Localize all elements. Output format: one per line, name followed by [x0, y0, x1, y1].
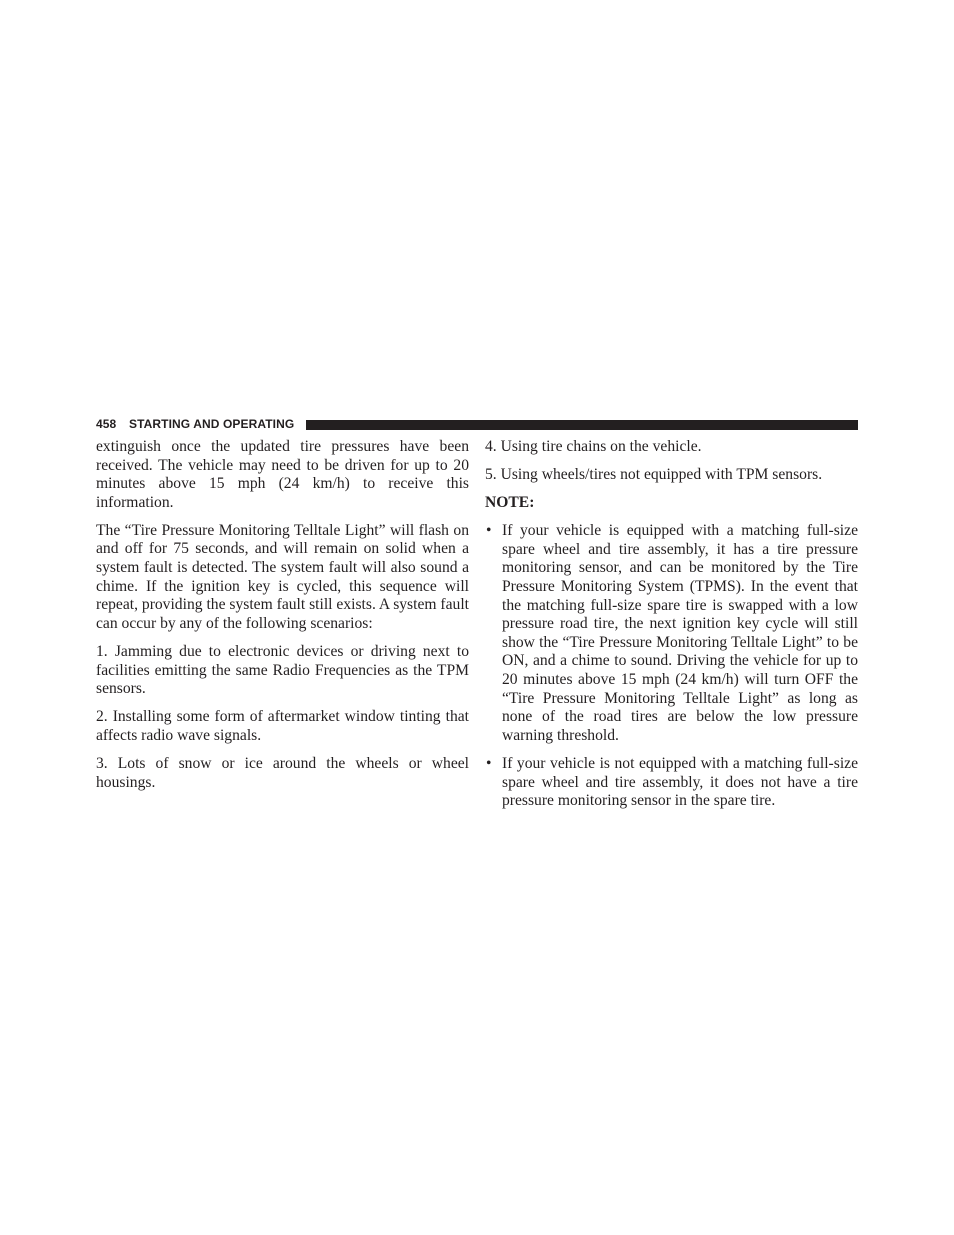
- scenario-item-2: 2. Installing some form of aftermarket window tinting that affects radio wave signals.: [96, 708, 469, 744]
- paragraph-telltale-light: The “Tire Pressure Monitoring Telltale Light” will flash on and off for 75 seconds, and will remain on solid when a system fault is detected. The system fault will also sound a chime. If the ignition key is cycled, this sequence will repeat, providing the system fault still exists. A system fault can occur by any of the following scenarios:: [96, 521, 469, 632]
- note-title: NOTE:: [485, 494, 535, 512]
- note-bullet-text: If your vehicle is not equipped with a matching full-size spare wheel and tire assembly, it does not have a tire pressure monitoring sensor in the spare tire.: [502, 754, 858, 810]
- paragraph-continuation: extinguish once the updated tire pressures have been received. The vehicle may need to be driven for up to 20 minutes above 15 mph (24 km/h) to receive this information.: [96, 438, 469, 511]
- note-bullet-list: [485, 522, 858, 810]
- section-title: STARTING AND OPERATING: [129, 417, 295, 431]
- right-column: [485, 438, 858, 820]
- bullet-icon: •: [486, 522, 492, 540]
- left-column: [96, 438, 469, 802]
- note-bullet-item: [485, 755, 858, 811]
- scenario-item-4: 4. Using tire chains on the vehicle.: [485, 438, 702, 455]
- header-rule: [306, 420, 858, 430]
- bullet-icon: •: [486, 754, 492, 772]
- note-bullet-text: If your vehicle is equipped with a matching full-size spare wheel and tire assembly, it has a tire pressure monitoring sensor, and can be monitored by the Tire Pressure Monitoring System (TPMS). In the event that the matching full-size spare tire is swapped with a low pressure road tire, the next ignition key cycle will still show the “Tire Pressure Monitoring Telltale Light” to be ON, and a chime to sound. Driving the vehicle for up to 20 minutes above 15 mph (24 km/h) will turn OFF the “Tire Pressure Monitoring Telltale Light” as long as none of the road tires are below the low pressure warning threshold.: [502, 522, 858, 744]
- scenario-item-3: 3. Lots of snow or ice around the wheels or wheel housings.: [96, 754, 469, 791]
- scenario-item-1: 1. Jamming due to electronic devices or driving next to facilities emitting the same Radio Frequencies as the TPM sensors.: [96, 642, 469, 698]
- note-bullet-item: [485, 522, 858, 745]
- page-number: 458: [96, 417, 117, 431]
- scenario-item-5: 5. Using wheels/tires not equipped with TPM sensors.: [485, 466, 823, 484]
- page-header: [96, 417, 858, 432]
